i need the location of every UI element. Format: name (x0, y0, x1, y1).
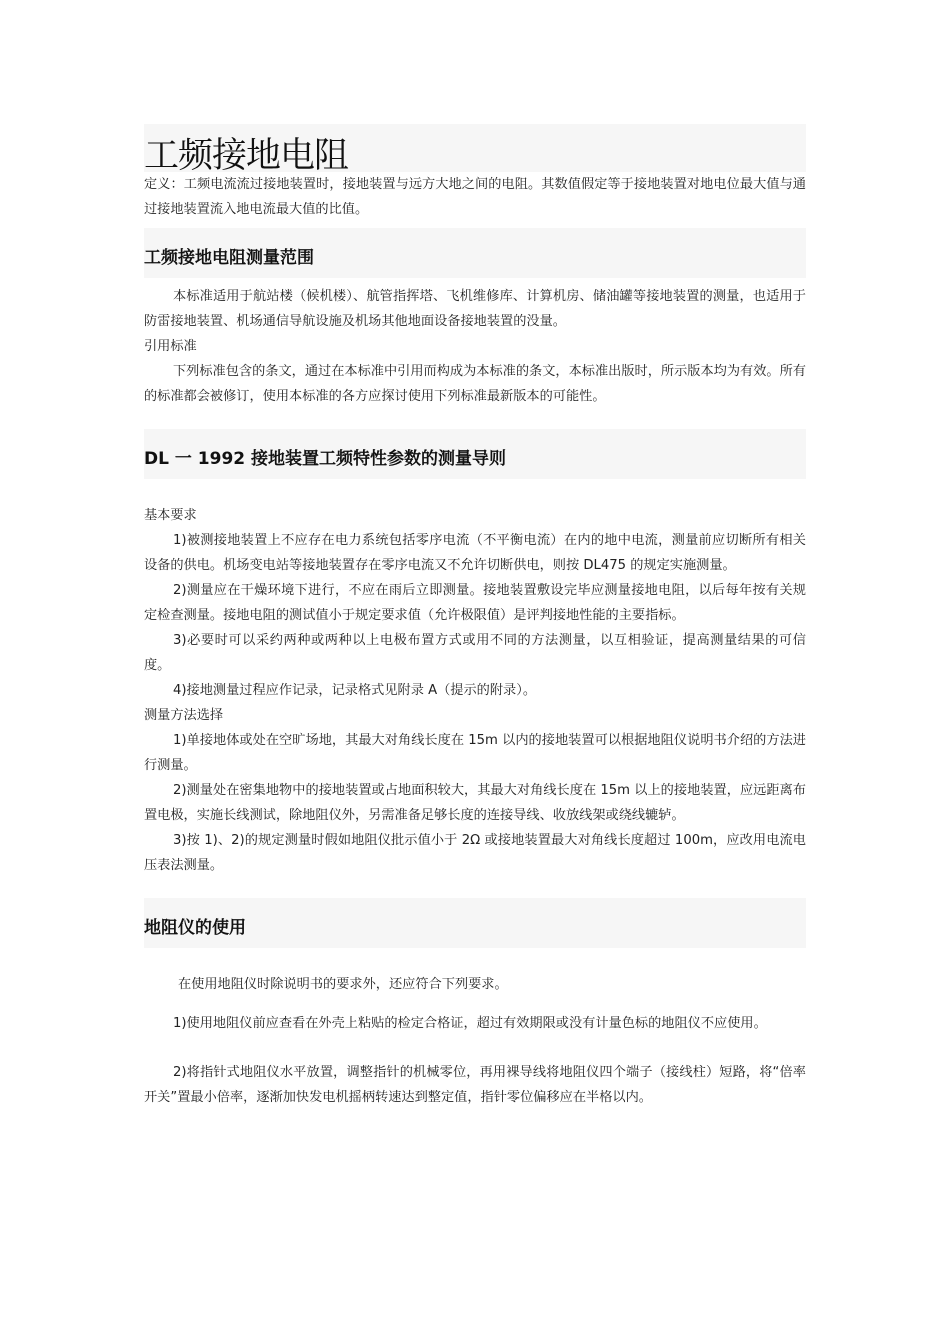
section-heading-standard: DL 一 1992 接地装置工频特性参数的测量导则 (144, 449, 507, 469)
method-selection-label: 测量方法选择 (144, 708, 224, 723)
title-band (144, 124, 806, 176)
list-item: 4)接地测量过程应作记录，记录格式见附录 A（提示的附录）。 (173, 683, 537, 698)
basic-requirements-label: 基本要求 (144, 508, 197, 523)
list-item: 2)测量处在密集地物中的接地装置或占地面积较大，其最大对角线长度在 15m 以上的接地装置，应远距离布置电极，实施长线测试，除地阻仪外，另需准备足够长度的连接导线、收放线架或绕线辘轳。 (144, 783, 806, 823)
usage-intro: 在使用地阻仪时除说明书的要求外，还应符合下列要求。 (178, 977, 508, 992)
list-item: 2)将指针式地阻仪水平放置，调整指针的机械零位，再用裸导线将地阻仪四个端子（接线柱）短路，将“倍率开关”置最小倍率，逐渐加快发电机摇柄转速达到整定值，指针零位偏移应在半格以内。 (144, 1065, 806, 1105)
section-heading-band (144, 898, 806, 948)
definition-paragraph: 定义：工频电流流过接地装置时，接地装置与远方大地之间的电阻。其数值假定等于接地装置对地电位最大值与通过接地装置流入地电流最大值的比值。 (144, 177, 806, 217)
section-heading-usage: 地阻仪的使用 (144, 918, 246, 938)
list-item: 3)必要时可以采约两种或两种以上电极布置方式或用不同的方法测量，以互相验证，提高测量结果的可信度。 (144, 633, 806, 673)
document-body (144, 124, 806, 1110)
reference-paragraph: 下列标准包含的条文，通过在本标准中引用而构成为本标准的条文，本标准出版时，所示版本均为有效。所有的标准都会被修订，使用本标准的各方应探讨使用下列标准最新版本的可能性。 (144, 364, 806, 404)
section-heading-scope: 工频接地电阻测量范围 (144, 248, 314, 268)
page-title: 工频接地电阻 (144, 136, 349, 176)
list-item: 1)使用地阻仪前应查看在外壳上粘贴的检定合格证，超过有效期限或没有计量色标的地阻仪不应使用。 (173, 1016, 767, 1031)
scope-paragraph: 本标准适用于航站楼（候机楼）、航管指挥塔、飞机维修库、计算机房、储油罐等接地装置的测量，也适用于防雷接地装置、机场通信导航设施及机场其他地面设备接地装置的没量。 (144, 289, 806, 329)
list-item: 2)测量应在干燥环境下进行，不应在雨后立即测量。接地装置敷设完毕应测量接地电阻，以后每年按有关规定检查测量。接地电阻的测试值小于规定要求值（允许极限值）是评判接地性能的主要指标。 (144, 583, 806, 623)
list-item: 3)按 1)、2)的规定测量时假如地阻仪批示值小于 2Ω 或接地装置最大对角线长度超过 100m，应改用电流电压表法测量。 (144, 833, 806, 873)
list-item: 1)被测接地装置上不应存在电力系统包括零序电流（不平衡电流）在内的地中电流，测量前应切断所有相关设备的供电。机场变电站等接地装置存在零序电流又不允许切断供电，则按 DL475 的规定实施测量。 (144, 533, 806, 573)
section-heading-band (144, 429, 806, 479)
list-item: 1)单接地体或处在空旷场地，其最大对角线长度在 15m 以内的接地装置可以根据地阻仪说明书介绍的方法进行测量。 (144, 733, 806, 773)
section-heading-band (144, 228, 806, 278)
reference-label: 引用标准 (144, 339, 197, 354)
